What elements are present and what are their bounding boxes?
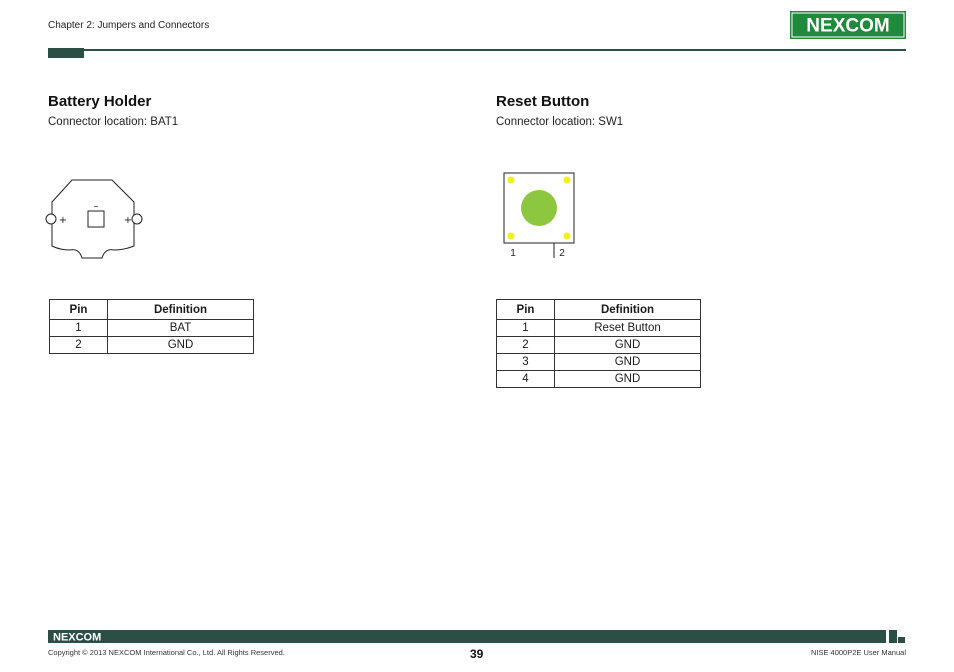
table-row	[50, 337, 254, 354]
switch-actuator	[521, 190, 557, 226]
pin-label-2: 2	[559, 248, 565, 259]
footer-copyright: Copyright © 2013 NEXCOM International Co., Ltd. All Rights Reserved.	[48, 648, 285, 657]
header-rule-accent	[48, 48, 84, 58]
header-rule	[48, 49, 906, 51]
table-row	[497, 354, 701, 371]
pin-cell: 1	[50, 320, 108, 337]
table-header-row	[497, 300, 701, 320]
reset-pin-table	[496, 299, 701, 388]
switch-pin-bottom-left	[508, 233, 515, 240]
reset-connector-location: Connector location: SW1	[496, 116, 624, 128]
definition-cell: Reset Button	[555, 320, 701, 337]
pin-label-1: 1	[510, 248, 516, 259]
column-header-pin: Pin	[497, 300, 555, 320]
battery-terminal-right	[132, 214, 142, 224]
battery-holder-diagram	[44, 176, 148, 262]
reset-button-diagram	[500, 170, 580, 260]
plus-symbol-left: +	[58, 215, 68, 226]
battery-center-pad	[88, 211, 104, 227]
switch-pin-top-left	[508, 177, 515, 184]
table-row	[50, 320, 254, 337]
switch-pin-bottom-right	[564, 233, 571, 240]
table-header-row	[50, 300, 254, 320]
logo-text: NEXCOM	[806, 15, 890, 37]
pin-cell: 3	[497, 354, 555, 371]
table-row	[497, 371, 701, 388]
footer-logo-text: NEXCOM	[53, 631, 102, 642]
definition-cell: BAT	[108, 320, 254, 337]
column-header-definition: Definition	[108, 300, 254, 320]
pin-cell: 4	[497, 371, 555, 388]
definition-cell: GND	[108, 337, 254, 354]
reset-button-heading: Reset Button	[496, 93, 590, 110]
battery-pin-table	[49, 299, 254, 354]
footer-corner-block-2	[898, 637, 905, 643]
footer-nexcom-logo	[52, 631, 110, 642]
definition-cell: GND	[555, 337, 701, 354]
column-header-pin: Pin	[50, 300, 108, 320]
pin-cell: 2	[50, 337, 108, 354]
footer-corner-block-1	[889, 630, 897, 643]
nexcom-logo	[790, 11, 906, 39]
definition-cell: GND	[555, 371, 701, 388]
column-header-definition: Definition	[555, 300, 701, 320]
pin-cell: 2	[497, 337, 555, 354]
battery-terminal-left	[46, 214, 56, 224]
chapter-title: Chapter 2: Jumpers and Connectors	[48, 20, 210, 31]
page-number: 39	[470, 647, 484, 661]
battery-connector-location: Connector location: BAT1	[48, 116, 179, 128]
plus-symbol-right: +	[123, 215, 133, 226]
minus-symbol: –	[93, 201, 99, 212]
footer-manual-title: NISE 4000P2E User Manual	[810, 648, 906, 657]
table-row	[497, 337, 701, 354]
table-row	[497, 320, 701, 337]
switch-pin-top-right	[564, 177, 571, 184]
battery-holder-heading: Battery Holder	[48, 93, 152, 110]
footer-bar	[48, 630, 886, 643]
definition-cell: GND	[555, 354, 701, 371]
pin-cell: 1	[497, 320, 555, 337]
